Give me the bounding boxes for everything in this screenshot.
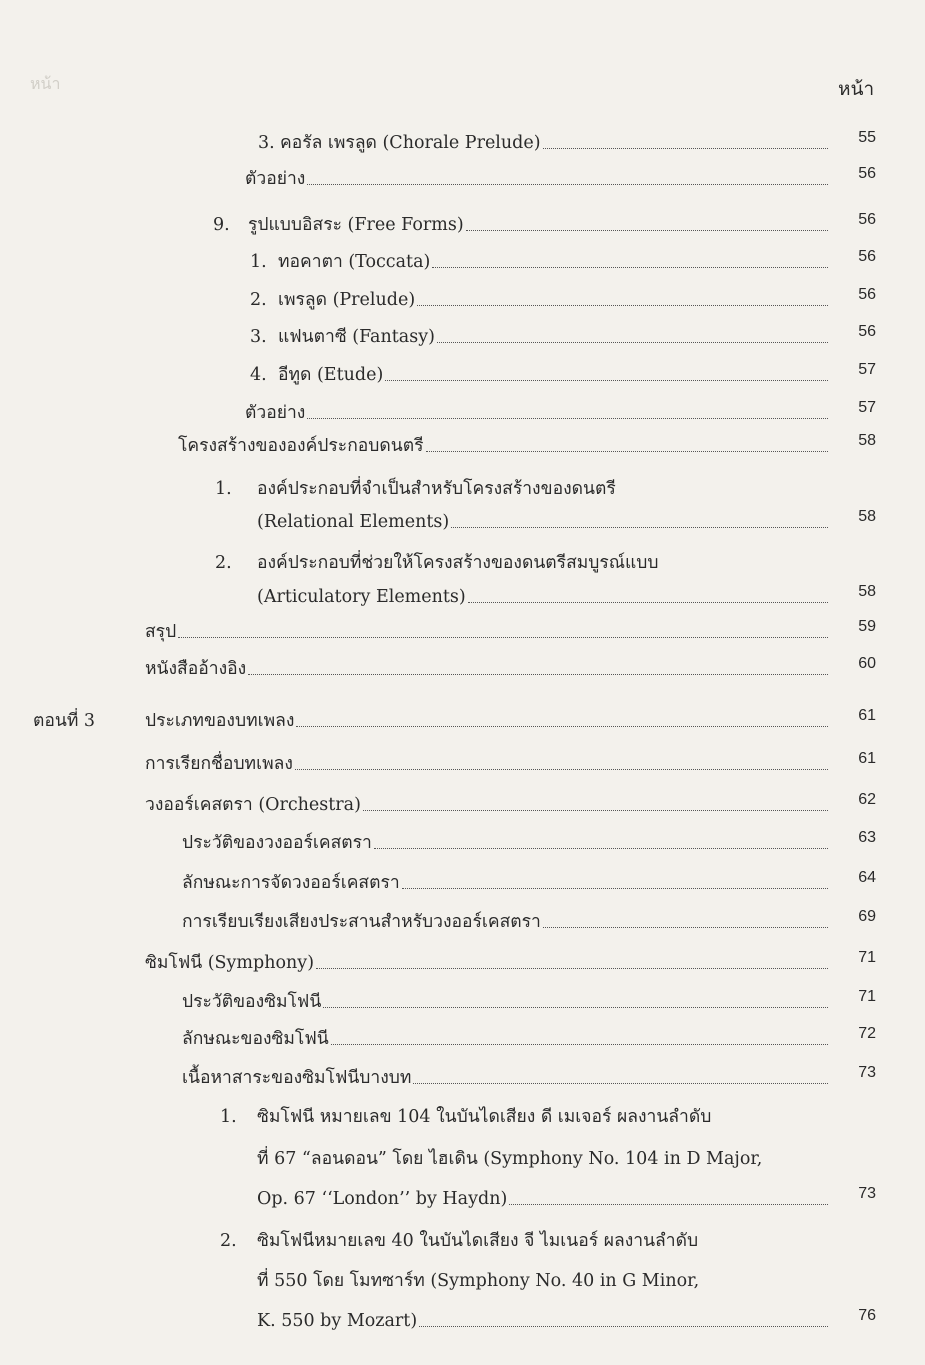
dot-leader <box>295 769 828 770</box>
toc-page-number: 57 <box>858 399 876 416</box>
dot-leader <box>543 148 828 149</box>
toc-entry-number: 1. <box>215 479 232 499</box>
toc-entry-title: ลักษณะการจัดวงออร์เคสตรา <box>182 873 400 893</box>
toc-entry-title: Op. 67 ‘‘London’’ by Haydn) <box>257 1189 508 1209</box>
toc-entry-title: ลักษณะของซิมโฟนี <box>182 1029 329 1049</box>
dot-leader <box>178 637 828 638</box>
toc-entry[interactable] <box>257 1180 832 1210</box>
toc-entry[interactable] <box>257 544 832 574</box>
toc-entry-title: รูปแบบอิสระ (Free Forms) <box>248 215 464 235</box>
dot-leader <box>316 968 828 969</box>
toc-entry[interactable] <box>278 318 832 348</box>
toc-entry-title: ซิมโฟนีหมายเลข 40 ในบันไดเสียง จี ไมเนอร์ ผลงานลำดับ <box>257 1231 699 1251</box>
toc-entry-title: ที่ 67 “ลอนดอน” โดย ไฮเดิน (Symphony No. 104 in D Major, <box>257 1149 763 1169</box>
toc-page-number: 58 <box>858 583 876 600</box>
toc-entry[interactable] <box>145 613 832 643</box>
toc-page-number: 62 <box>858 791 876 808</box>
dot-leader <box>432 267 828 268</box>
dot-leader <box>451 527 828 528</box>
toc-entry[interactable] <box>245 394 832 424</box>
toc-page-number: 64 <box>858 869 876 886</box>
toc-entry-title: แฟนตาซี (Fantasy) <box>278 327 435 347</box>
toc-entry[interactable] <box>182 1059 832 1089</box>
toc-page-number: 69 <box>858 908 876 925</box>
toc-entry-title: ทอคาตา (Toccata) <box>278 252 431 272</box>
toc-entry[interactable] <box>178 427 832 457</box>
toc-entry-number: 3. <box>250 327 267 347</box>
toc-entry[interactable] <box>257 1262 840 1292</box>
toc-entry-title: เพรลูด (Prelude) <box>278 290 416 310</box>
toc-entry[interactable] <box>257 470 832 500</box>
toc-page-number: 58 <box>858 432 876 449</box>
toc-entry-title: ซิมโฟนี (Symphony) <box>145 953 315 973</box>
dot-leader <box>413 1083 828 1084</box>
toc-entry[interactable] <box>245 160 832 190</box>
toc-page-number: 56 <box>858 323 876 340</box>
dot-leader <box>419 1326 828 1327</box>
toc-entry[interactable] <box>257 1140 840 1170</box>
toc-entry-number: 1. <box>250 252 267 272</box>
toc-entry-number: 1. <box>220 1107 237 1127</box>
toc-entry[interactable] <box>257 1222 840 1252</box>
toc-entry-title: ตัวอย่าง <box>245 403 306 423</box>
dot-leader <box>374 848 828 849</box>
toc-page-number: 76 <box>858 1307 876 1324</box>
toc-entry-number: 3. <box>258 133 275 153</box>
toc-page-number: 56 <box>858 211 876 228</box>
toc-entry-title: โครงสร้างขององค์ประกอบดนตรี <box>178 436 424 456</box>
dot-leader <box>307 418 828 419</box>
toc-entry-title: การเรียบเรียงเสียงประสานสำหรับวงออร์เคสตรา <box>182 912 541 932</box>
toc-page-number: 58 <box>858 508 876 525</box>
toc-page-number: 57 <box>858 361 876 378</box>
toc-page-number: 61 <box>858 707 876 724</box>
dot-leader <box>296 726 828 727</box>
dot-leader <box>466 230 828 231</box>
toc-entry[interactable] <box>257 1098 840 1128</box>
toc-page-number: 56 <box>858 286 876 303</box>
dot-leader <box>402 888 828 889</box>
bleed-through-text: หน้า <box>30 76 61 93</box>
toc-entry-number: 9. <box>213 215 230 235</box>
toc-entry-title: (Relational Elements) <box>257 512 450 532</box>
toc-entry-title: ประวัติของวงออร์เคสตรา <box>182 833 372 853</box>
toc-page-number: 73 <box>858 1064 876 1081</box>
toc-entry[interactable] <box>145 745 832 775</box>
toc-entry[interactable] <box>278 356 832 386</box>
toc-entry-title: วงออร์เคสตรา (Orchestra) <box>145 795 361 815</box>
toc-entry-number: ตอนที่ 3 <box>33 711 96 731</box>
toc-entry-title: เนื้อหาสาระของซิมโฟนีบางบท <box>182 1068 412 1088</box>
dot-leader <box>468 602 828 603</box>
toc-entry[interactable] <box>145 786 832 816</box>
toc-entry[interactable] <box>248 206 832 236</box>
dot-leader <box>437 342 828 343</box>
toc-entry-title: องค์ประกอบที่ช่วยให้โครงสร้างของดนตรีสมบูรณ์แบบ <box>257 553 659 573</box>
toc-entry-title: คอรัล เพรลูด (Chorale Prelude) <box>280 133 541 153</box>
toc-page-number: 59 <box>858 618 876 635</box>
dot-leader <box>363 810 828 811</box>
dot-leader <box>248 674 828 675</box>
toc-entry[interactable] <box>182 824 832 854</box>
toc-entry[interactable] <box>182 903 832 933</box>
toc-page-number: 71 <box>858 949 876 966</box>
toc-page-number: 72 <box>858 1025 876 1042</box>
page-column-header: หน้า <box>838 78 875 100</box>
toc-entry-number: 2. <box>220 1231 237 1251</box>
toc-page-number: 55 <box>858 129 876 146</box>
dot-leader <box>509 1204 828 1205</box>
toc-page-number: 56 <box>858 248 876 265</box>
toc-entry[interactable] <box>257 503 832 533</box>
toc-entry-title: การเรียกชื่อบทเพลง <box>145 754 293 774</box>
toc-page-number: 73 <box>858 1185 876 1202</box>
toc-entry-title: K. 550 by Mozart) <box>257 1311 418 1331</box>
dot-leader <box>331 1044 828 1045</box>
toc-page-number: 60 <box>858 655 876 672</box>
toc-entry-title: หนังสืออ้างอิง <box>145 659 247 679</box>
dot-leader <box>323 1007 828 1008</box>
toc-entry[interactable] <box>278 243 832 273</box>
toc-entry[interactable] <box>257 1302 832 1332</box>
dot-leader <box>307 184 828 185</box>
toc-page-number: 56 <box>858 165 876 182</box>
toc-entry[interactable] <box>145 702 832 732</box>
dot-leader <box>426 451 829 452</box>
dot-leader <box>417 305 828 306</box>
toc-entry-title: ประเภทของบทเพลง <box>145 711 295 731</box>
toc-entry-title: ซิมโฟนี หมายเลข 104 ในบันไดเสียง ดี เมเจอร์ ผลงานลำดับ <box>257 1107 712 1127</box>
toc-entry[interactable] <box>280 124 832 154</box>
toc-entry-title: ตัวอย่าง <box>245 169 306 189</box>
toc-entry[interactable] <box>145 944 832 974</box>
toc-entry-title: อีทูด (Etude) <box>278 365 384 385</box>
toc-page-number: 61 <box>858 750 876 767</box>
toc-entry[interactable] <box>182 983 832 1013</box>
toc-entry-number: 2. <box>250 290 267 310</box>
toc-entry-title: สรุป <box>145 622 177 642</box>
dot-leader <box>543 927 828 928</box>
toc-entry-number: 2. <box>215 553 232 573</box>
toc-entry-title: องค์ประกอบที่จำเป็นสำหรับโครงสร้างของดนตรี <box>257 479 616 499</box>
toc-entry[interactable] <box>182 864 832 894</box>
toc-entry[interactable] <box>182 1020 832 1050</box>
toc-entry[interactable] <box>257 578 832 608</box>
toc-entry-title: ประวัติของซิมโฟนี <box>182 992 322 1012</box>
toc-entry[interactable] <box>145 650 832 680</box>
dot-leader <box>385 380 828 381</box>
toc-page-number: 71 <box>858 988 876 1005</box>
toc-entry-title: (Articulatory Elements) <box>257 587 466 607</box>
toc-entry-number: 4. <box>250 365 267 385</box>
toc-entry[interactable] <box>278 281 832 311</box>
toc-entry-title: ที่ 550 โดย โมทซาร์ท (Symphony No. 40 in G Minor, <box>257 1271 700 1291</box>
toc-page-number: 63 <box>858 829 876 846</box>
